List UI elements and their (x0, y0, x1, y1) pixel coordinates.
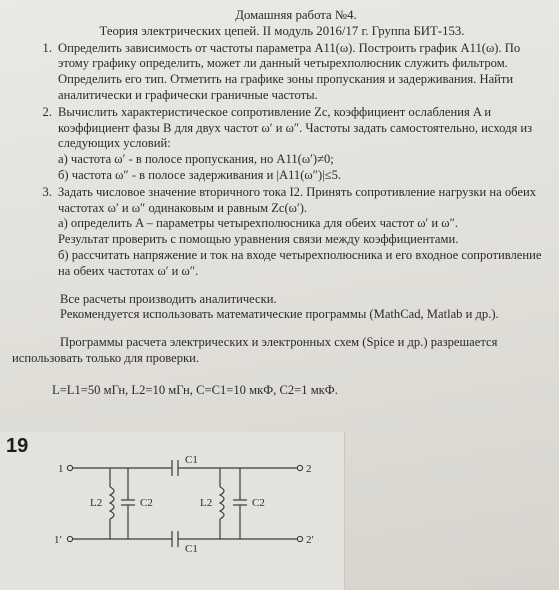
note-check: Программы расчета электрических и электронных схем (Spice и др.) разрешается использовать только для проверки. (12, 335, 498, 365)
circuit-diagram (0, 432, 344, 590)
label-c1-bottom: C1 (185, 543, 198, 555)
label-c1-top: C1 (185, 454, 198, 466)
task-3 (12, 185, 552, 280)
task-condition: а) определить A – параметры четырехполюсника для обеих частот ω′ и ω″. (58, 216, 458, 231)
task-text: Определить зависимость от частоты параметра A11(ω). Построить график A11(ω). По этому графику определить, может ли данный четырехполюсник служить фильтром. Определить его тип. Отметить на графике зоны пропускания и задерживания. Найти аналитически и графически граничные частоты. (58, 40, 521, 102)
task-2 (12, 105, 552, 184)
label-terminal-1-prime: 1′ (54, 534, 62, 546)
figure-number: 19 (6, 435, 29, 457)
label-l2-left: L2 (90, 497, 103, 509)
note-recommended: Рекомендуется использовать математические программы (MathCad, Matlab и др.). (60, 307, 499, 322)
task-number: 3. (42, 184, 52, 199)
task-condition: а) частота ω′ - в полосе пропускания, но A11(ω′)≠0; (58, 152, 334, 167)
terminal-1-prime (67, 536, 72, 541)
terminal-2 (297, 465, 302, 470)
task-condition: Результат проверить с помощью уравнения связи между коэффициентами. (58, 232, 459, 247)
label-terminal-1: 1 (58, 463, 64, 475)
label-c2-left: C2 (140, 497, 153, 509)
label-terminal-2: 2 (306, 463, 312, 475)
terminal-2-prime (297, 536, 302, 541)
label-l2-right: L2 (200, 497, 213, 509)
page-subtitle: Теория электрических цепей. II модуль 2016/17 г. Группа БИТ-153. (99, 23, 465, 38)
task-body (58, 105, 552, 184)
assignment-text (12, 8, 552, 399)
task-text: Задать числовое значение вторичного тока I2. Принять сопротивление нагрузки на обеих частотах ω′ и ω″ одинаковым и равным Zc(ω′). (58, 184, 537, 215)
task-text: Вычислить характеристическое сопротивление Zc, коэффициент ослабления A и коэффициент фазы B для двух частот ω′ и ω″. Частоты задать самостоятельно, исходя из следующих условий: (58, 104, 533, 151)
inductor-l2-left (110, 487, 114, 519)
task-1 (12, 41, 552, 104)
note-analytic: Все расчеты производить аналитически. (60, 291, 277, 306)
task-condition: б) частота ω″ - в полосе задерживания и |A11(ω″)|≤5. (58, 167, 342, 182)
page-title: Домашняя работа №4. (235, 8, 357, 22)
label-c2-right: C2 (252, 497, 265, 509)
circuit-parameters: L=L1=50 мГн, L2=10 мГн, C=C1=10 мкФ, C2=1 мкФ. (52, 382, 338, 397)
terminal-1 (67, 465, 72, 470)
task-number: 1. (42, 40, 52, 55)
label-terminal-2-prime: 2′ (306, 534, 314, 546)
task-body (58, 185, 552, 280)
task-condition: б) рассчитать напряжение и ток на входе четырехполюсника и его входное сопротивление на обеих частотах ω′ и ω″. (58, 247, 542, 278)
task-number: 2. (42, 104, 52, 119)
inductor-l2-right (220, 487, 224, 519)
circuit-figure (0, 432, 345, 590)
